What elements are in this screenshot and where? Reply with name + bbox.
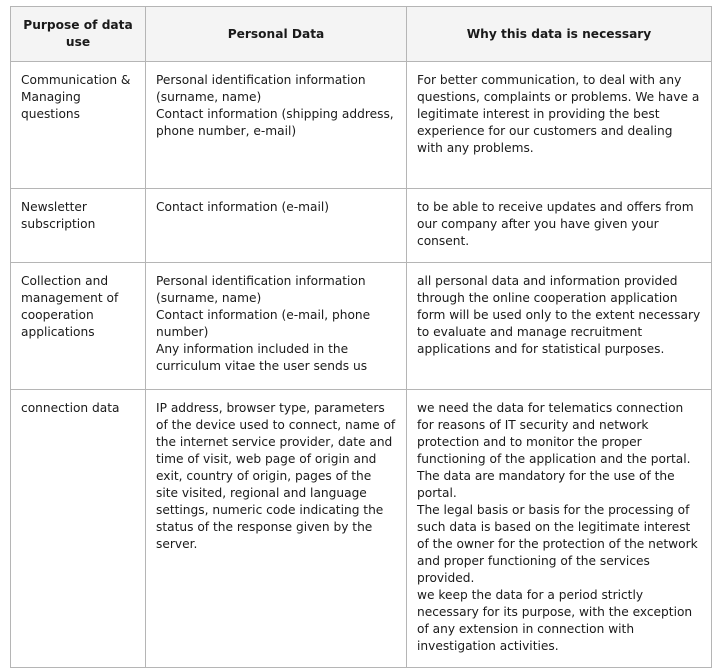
cell-line: we keep the data for a period strictly necessary for its purpose, with the exception of any extension in connection with investigation activities.	[417, 588, 693, 653]
cell-line: Personal identification information (surname, name)	[156, 274, 366, 305]
cell-line: we need the data for telematics connection for reasons of IT security and network protection and to monitor the proper functioning of the application and the portal. The data are mandatory for the use of the portal.	[417, 401, 691, 500]
cell-why	[407, 263, 712, 390]
cell-line: to be able to receive updates and offers from our company after you have given your consent.	[417, 200, 694, 248]
cell-line: Contact information (e-mail, phone number)	[156, 308, 371, 339]
header-why-necessary: Why this data is necessary	[407, 7, 712, 62]
cell-line: Any information included in the curriculum vitae the user sends us	[156, 342, 368, 373]
cell-purpose: Collection and management of cooperation applications	[11, 263, 146, 390]
table-row	[11, 390, 712, 668]
cell-personal-data	[146, 390, 407, 668]
privacy-data-table	[10, 6, 712, 668]
header-personal-data: Personal Data	[146, 7, 407, 62]
cell-purpose: Newsletter subscription	[11, 189, 146, 263]
table-row	[11, 62, 712, 189]
cell-line: IP address, browser type, parameters of the device used to connect, name of the internet service provider, date and time of visit, web page of origin and exit, country of origin, pages of the site visited, regional and language settings, numeric code indicating the status of the response given by the server.	[156, 401, 396, 551]
cell-personal-data	[146, 189, 407, 263]
header-purpose: Purpose of data use	[11, 7, 146, 62]
cell-line: all personal data and information provided through the online cooperation application form will be used only to the extent necessary to evaluate and manage recruitment applications and for statistical purposes.	[417, 274, 701, 356]
cell-line: The legal basis or basis for the processing of such data is based on the legitimate interest of the owner for the protection of the network and proper functioning of the services provided.	[417, 503, 698, 585]
cell-personal-data	[146, 263, 407, 390]
table-row	[11, 263, 712, 390]
cell-line: Personal identification information (surname, name)	[156, 73, 366, 104]
table-row	[11, 189, 712, 263]
cell-line: Contact information (shipping address, phone number, e-mail)	[156, 107, 394, 138]
cell-why	[407, 62, 712, 189]
cell-why	[407, 189, 712, 263]
cell-line: Contact information (e-mail)	[156, 200, 330, 214]
cell-line: For better communication, to deal with any questions, complaints or problems. We have a legitimate interest in providing the best experience for our customers and dealing with any problems.	[417, 73, 700, 155]
table-header-row	[11, 7, 712, 62]
cell-personal-data	[146, 62, 407, 189]
cell-purpose: connection data	[11, 390, 146, 668]
cell-purpose: Communication & Managing questions	[11, 62, 146, 189]
cell-why	[407, 390, 712, 668]
